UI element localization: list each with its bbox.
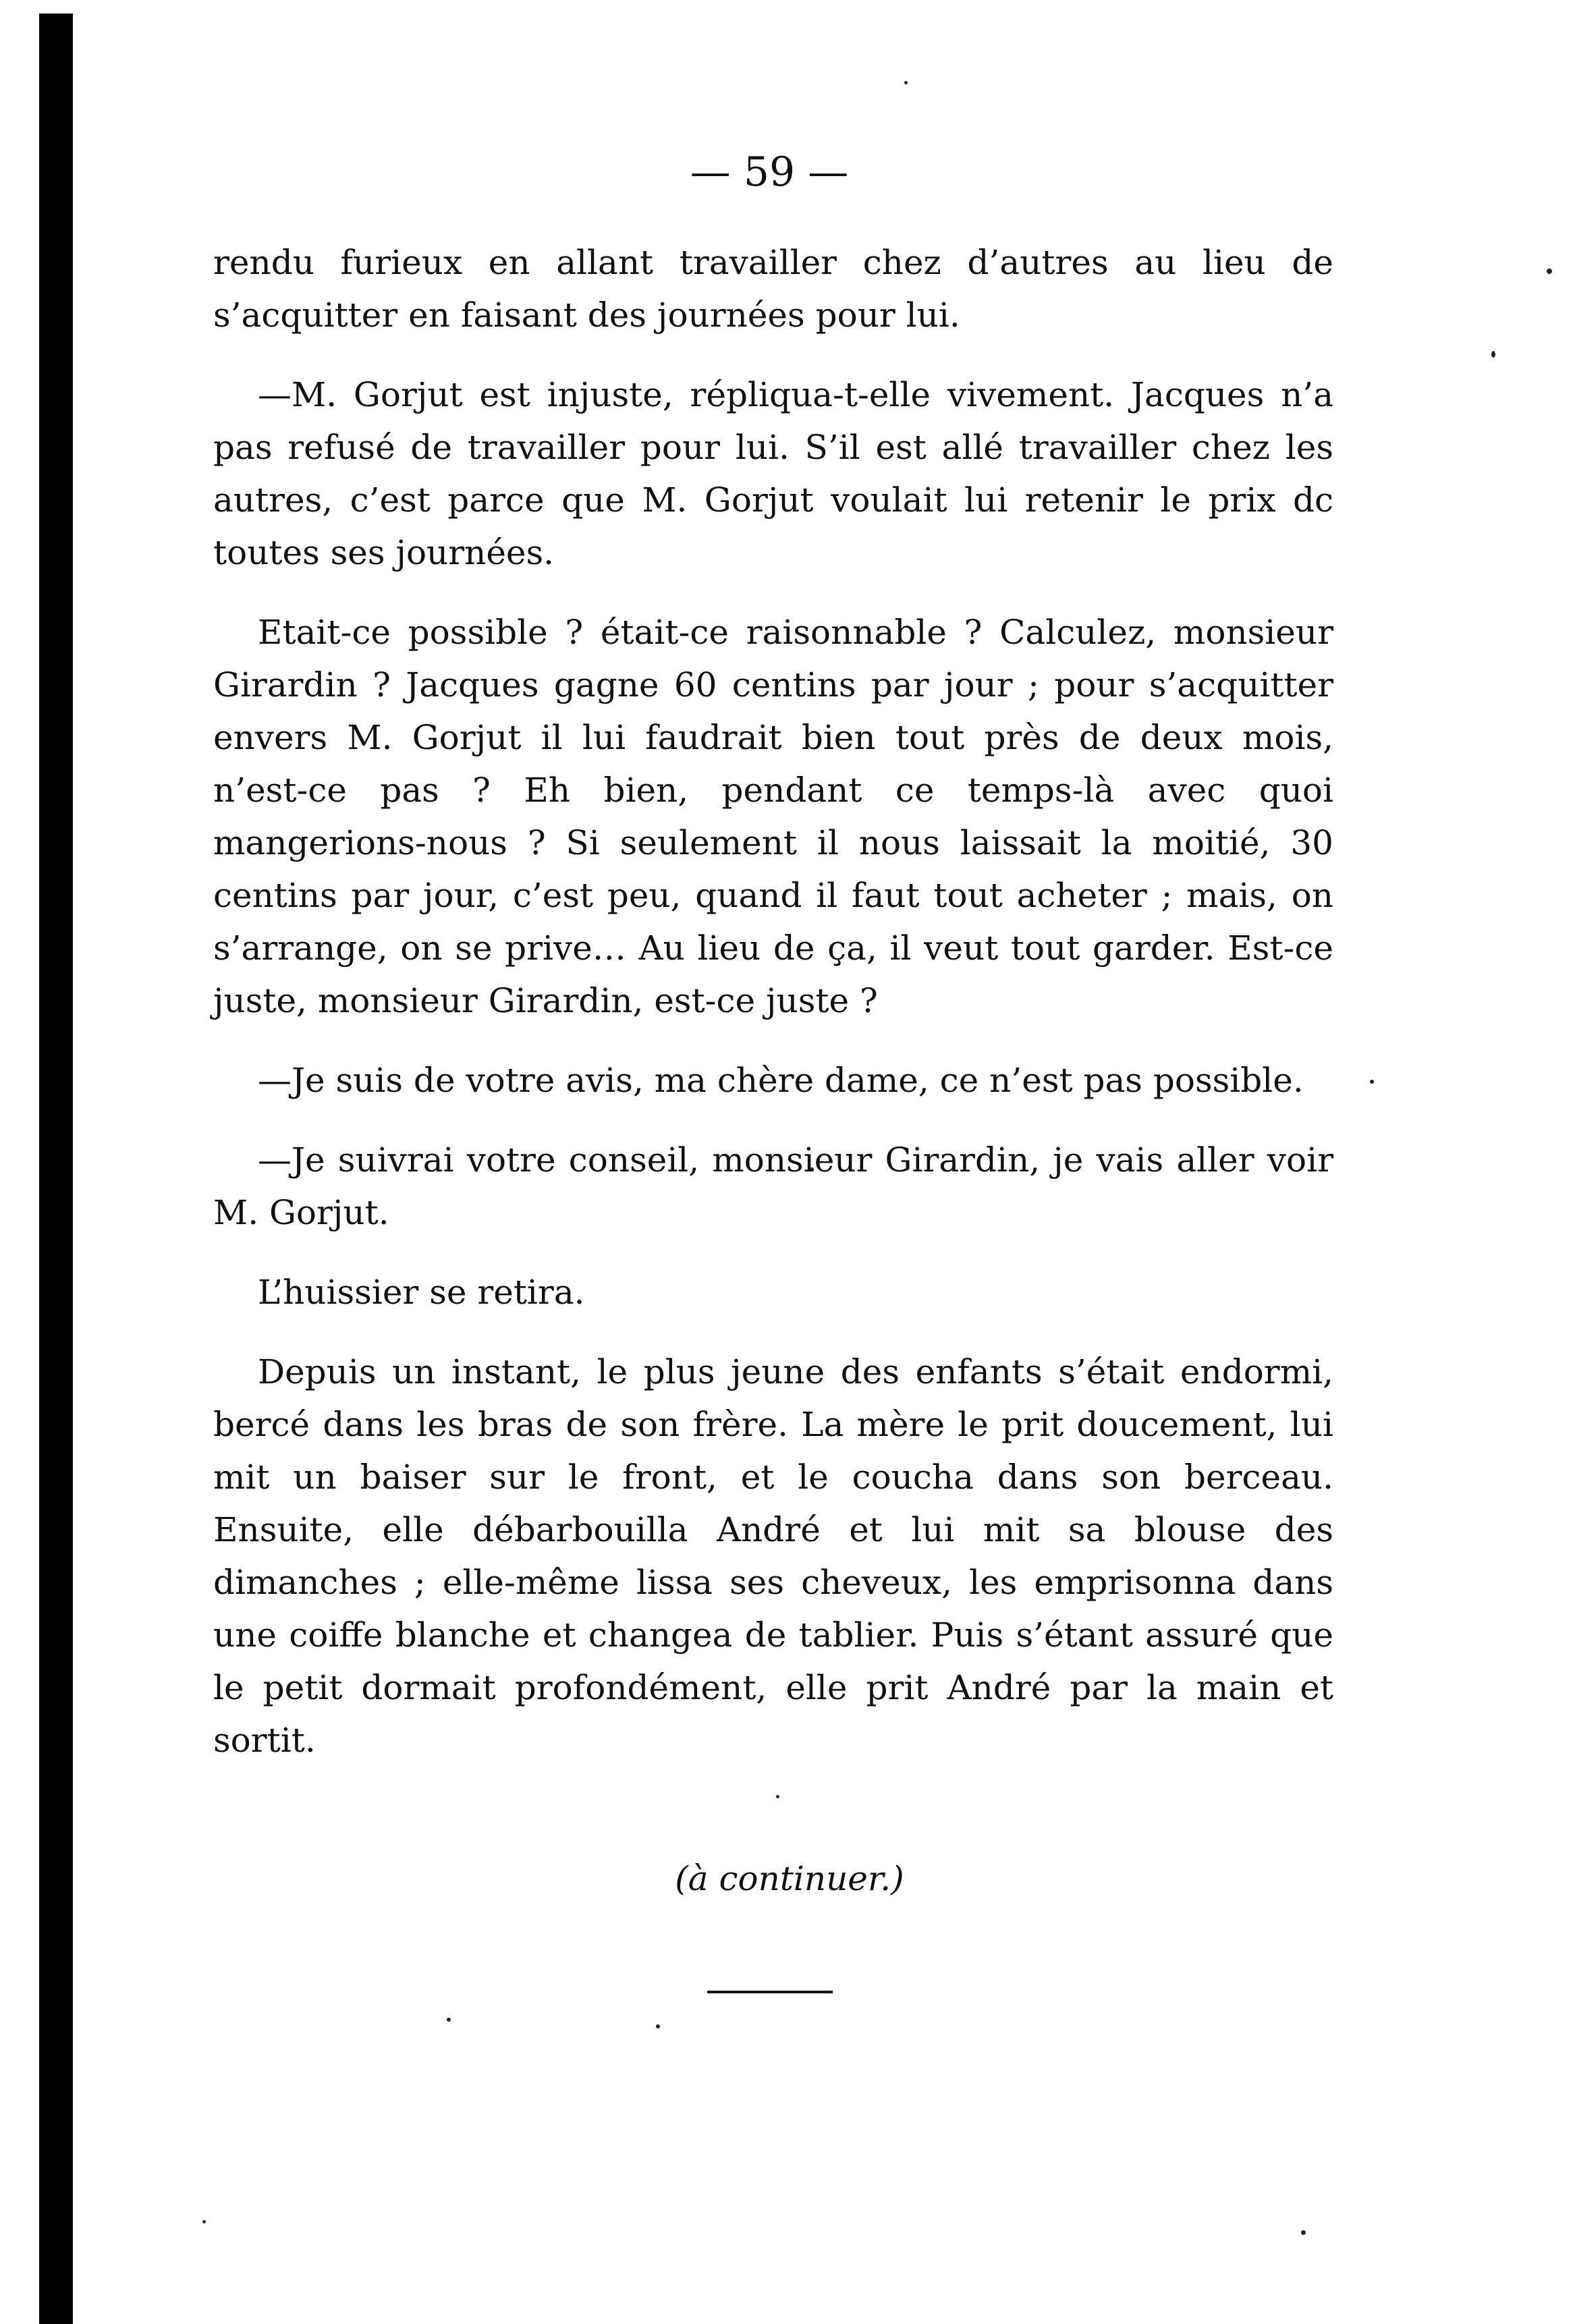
scan-speck: [1547, 269, 1552, 274]
scan-speck: [202, 2220, 206, 2223]
body-text: [213, 236, 1333, 1794]
paragraph: Etait-ce possible ? était-ce raisonnable ? Calculez, monsieur Girardin ? Jacques gagne 60 centins par jour ; pour s’acquitter envers M. Gorjut il lui faudrait bien tout près de deux mois, n’est-ce pas ? Eh bien, pendant ce temps-là avec quoi mangerions-nous ? Si seulement il nous laissait la moitié, 30 centins par jour, c’est peu, quand il faut tout acheter ; mais, on s’arrange, on se prive… Au lieu de ça, il veut tout garder. Est-ce juste, monsieur Girardin, est-ce juste ?: [213, 613, 1333, 1020]
scan-speck: [1491, 351, 1495, 358]
paragraph: —Je suis de votre avis, ma chère dame, ce n’est pas possible.: [258, 1061, 1304, 1100]
page-number: — 59 —: [690, 148, 849, 196]
paragraph: rendu furieux en allant travailler chez d’autres au lieu de s’acquitter en faisant des journées pour lui.: [213, 243, 1333, 335]
scan-speck: [656, 2024, 660, 2028]
paragraph: —Je suivrai votre conseil, monsieur Girardin, je vais aller voir M. Gorjut.: [213, 1140, 1333, 1232]
end-rule: [707, 1991, 833, 1993]
scan-speck: [904, 81, 908, 84]
paragraph: Depuis un instant, le plus jeune des enfants s’était endormi, bercé dans les bras de son frère. La mère le prit doucement, lui mit un baiser sur le front, et le coucha dans son berceau. Ensuite, elle débarbouilla André et lui mit sa blouse des dimanches ; elle-même lissa ses cheveux, les emprisonna dans une coiffe blanche et changea de tablier. Puis s’étant assuré que le petit dormait profondément, elle prit André par la main et sortit.: [213, 1352, 1333, 1760]
paragraph: —M. Gorjut est injuste, répliqua-t-elle vivement. Jacques n’a pas refusé de travailler pour lui. S’il est allé travailler chez les autres, c’est parce que M. Gorjut voulait lui retenir le prix dc toutes ses journées.: [213, 375, 1333, 572]
continuation-note: (à continuer.): [675, 1859, 904, 1898]
scan-speck: [447, 2018, 451, 2022]
paragraph: L’huissier se retira.: [258, 1273, 585, 1312]
scan-speck: [1301, 2230, 1306, 2235]
scan-speck: [1370, 1080, 1374, 1084]
binding-edge: [39, 13, 73, 2324]
scan-speck: [776, 1795, 779, 1798]
